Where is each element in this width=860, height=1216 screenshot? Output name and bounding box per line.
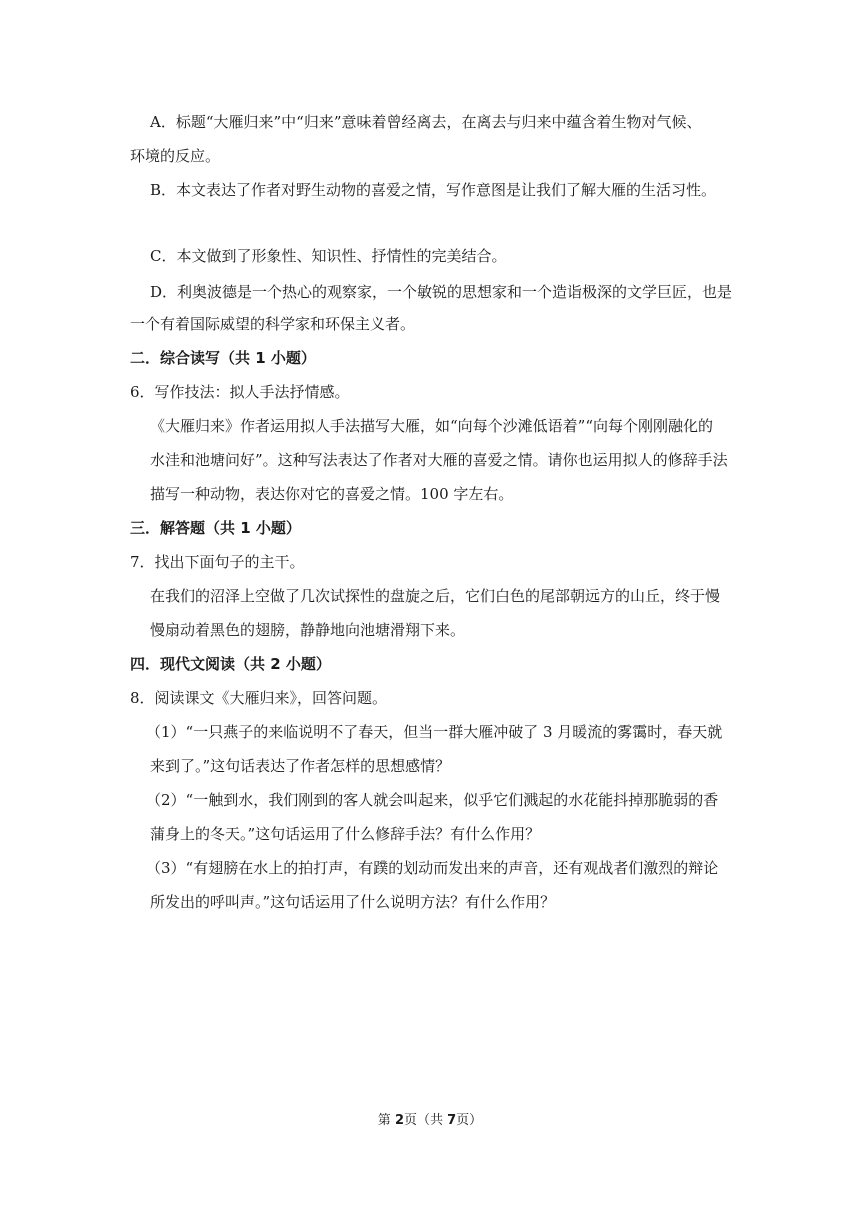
section-heading-3: 三．解答题（共 1 小题） (130, 519, 301, 537)
option-d-line2: 一个有着国际威望的科学家和环保主义者。 (130, 315, 416, 333)
footer-suffix: 页） (456, 1113, 483, 1128)
question-6-title: 6．写作技法：拟人手法抒情感。 (130, 383, 350, 401)
question-8-part1-line2: 来到了。”这句话表达了作者怎样的思想感情？ (150, 757, 451, 775)
section-heading-4: 四．现代文阅读（共 2 小题） (130, 655, 331, 673)
question-7-title: 7．找出下面句子的主干。 (130, 553, 305, 571)
option-a-line2: 环境的反应。 (130, 147, 221, 165)
option-a-line1: A．标题“大雁归来”中“归来”意味着曾经离去，在离去与归来中蕴含着生物对气候、 (150, 113, 702, 131)
footer-total-pages: 7 (447, 1113, 457, 1128)
footer-middle: 页（共 (403, 1113, 448, 1128)
page-footer (0, 1112, 860, 1130)
question-6-line1: 《大雁归来》作者运用拟人手法描写大雁，如“向每个沙滩低语着”“向每个刚刚融化的 (150, 417, 714, 435)
question-8-part2-line2: 蒲身上的冬天。”这句话运用了什么修辞手法？有什么作用？ (150, 825, 541, 843)
question-6-line3: 描写一种动物，表达你对它的喜爱之情。100 字左右。 (150, 485, 514, 503)
footer-page-number: 2 (394, 1113, 404, 1128)
question-8-part2-line1: （2）“一触到水，我们刚到的客人就会叫起来，似乎它们溅起的水花能抖掉那脆弱的香 (146, 791, 719, 809)
question-8-part3-line2: 所发出的呼叫声。”这句话运用了什么说明方法？有什么作用？ (150, 893, 556, 911)
question-8-part1-line1: （1）“一只燕子的来临说明不了春天，但当一群大雁冲破了 3 月暖流的雾霭时，春天就 (146, 723, 723, 741)
option-d-line1: D．利奥波德是一个热心的观察家，一个敏锐的思想家和一个造诣极深的文学巨匠，也是 (150, 283, 733, 301)
question-6-line2: 水洼和池塘问好”。这种写法表达了作者对大雁的喜爱之情。请你也运用拟人的修辞手法 (150, 451, 728, 469)
question-7-line1: 在我们的沼泽上空做了几次试探性的盘旋之后，它们白色的尾部朝远方的山丘，终于慢 (150, 587, 721, 605)
option-b: B．本文表达了作者对野生动物的喜爱之情，写作意图是让我们了解大雁的生活习性。 (150, 181, 717, 199)
footer-prefix: 第 (377, 1113, 395, 1128)
question-8-part3-line1: （3）“有翅膀在水上的拍打声，有蹼的划动而发出来的声音，还有观战者们激烈的辩论 (146, 859, 719, 877)
question-7-line2: 慢扇动着黑色的翅膀，静静地向池塘滑翔下来。 (150, 621, 466, 639)
question-8-title: 8．阅读课文《大雁归来》，回答问题。 (130, 689, 388, 707)
section-heading-2: 二．综合读写（共 1 小题） (130, 349, 316, 367)
option-c: C．本文做到了形象性、知识性、抒情性的完美结合。 (150, 247, 507, 265)
